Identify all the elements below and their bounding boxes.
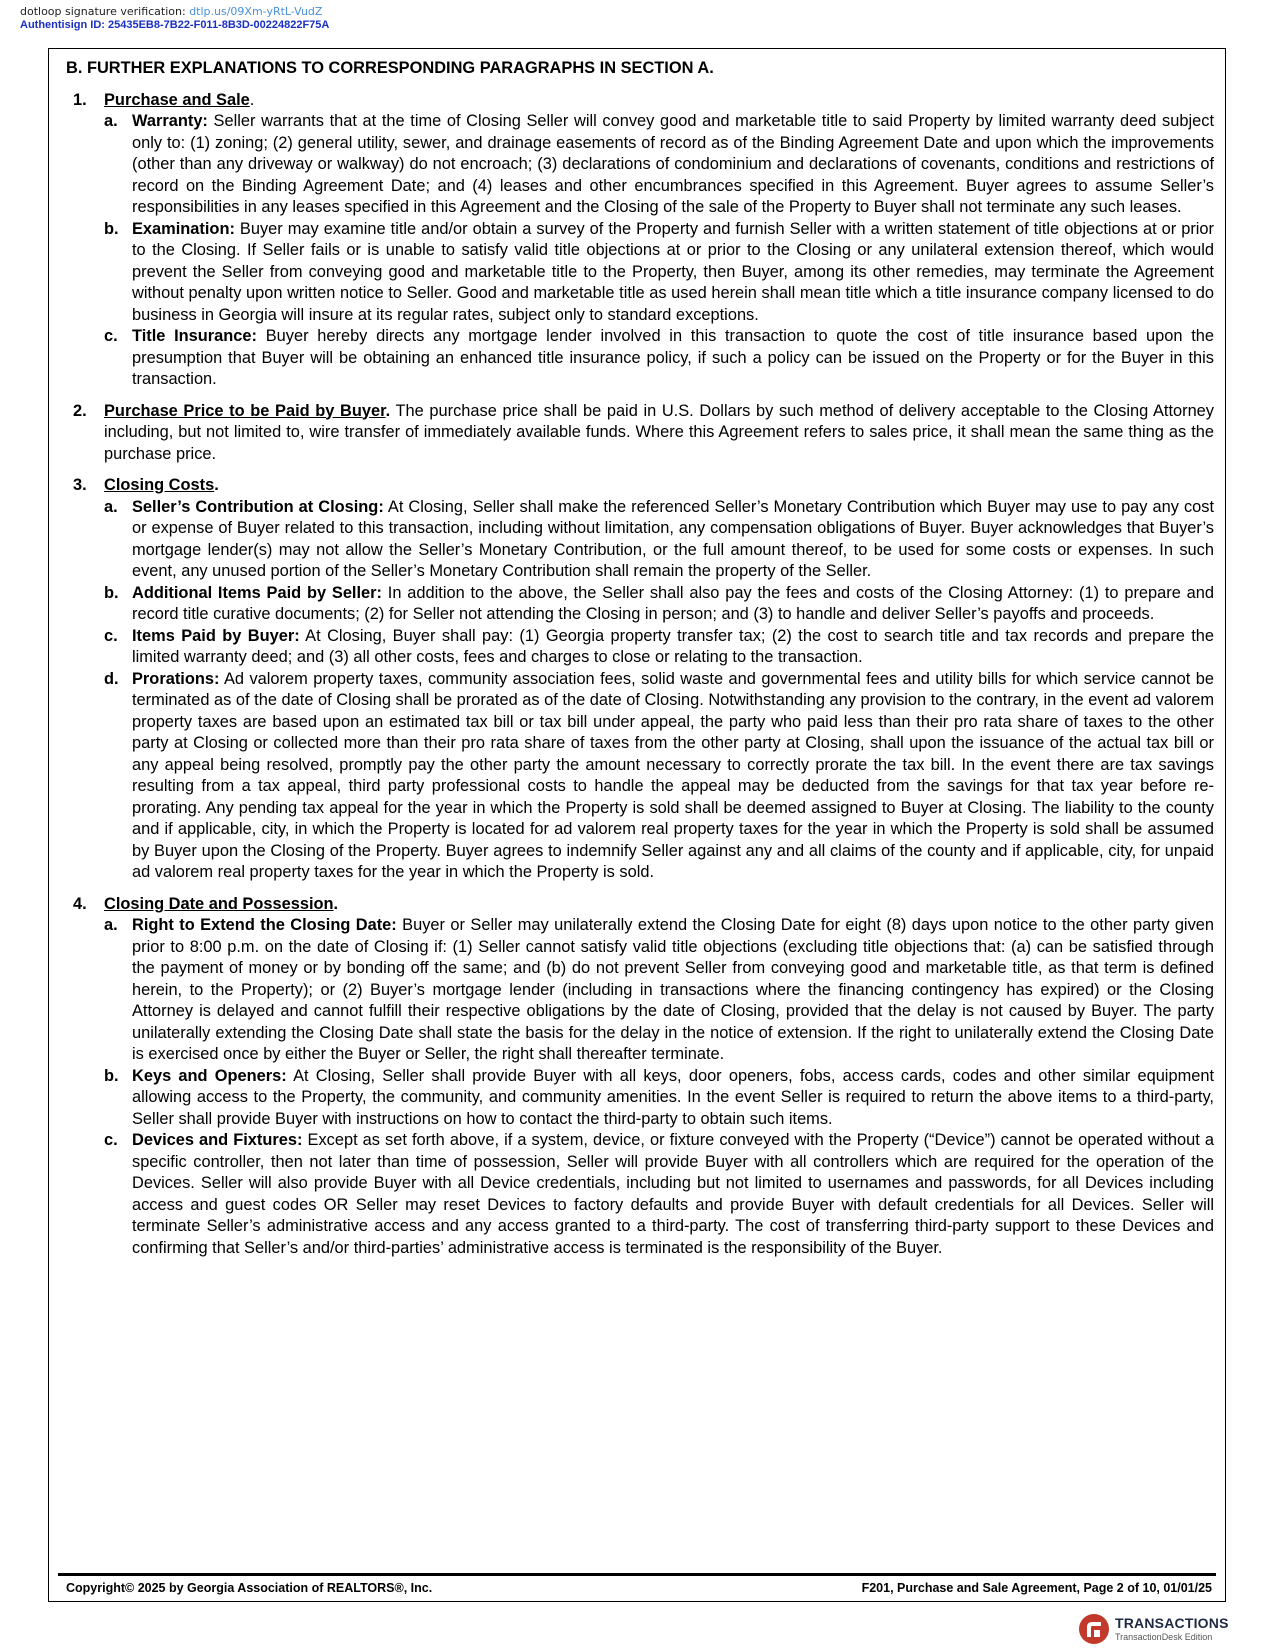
- subparagraph-text: At Closing, Buyer shall pay: (1) Georgia property transfer tax; (2) the cost to search title and tax records and prepare the limited warranty deed; and (3) all other costs, fees and charges to close or relating to the transaction.: [132, 626, 1214, 666]
- subparagraph-text: Except as set forth above, if a system, device, or fixture conveyed with the Property (“Device”) cannot be operated without a specific controller, then not later than time of possession, Seller will provide Buyer with all controllers which are required for the operation of the Devices. Seller will also provide Buyer with all Device credentials, including but not limited to usernames and passwords, for all Devices including access and guest codes OR Seller may reset Devices to factory defaults and provide Buyer with default credentials for all Devices. Seller will terminate Seller’s administrative access and any access granted to a third-party. The cost of transferring third-party support to these Devices and confirming that Seller’s and/or third-parties’ administrative access is terminated is the responsibility of the Buyer.: [132, 1131, 1215, 1257]
- subparagraph-title: Warranty:: [132, 112, 208, 130]
- subparagraph-title: Devices and Fixtures:: [132, 1131, 303, 1149]
- verification-line: [20, 6, 322, 18]
- subparagraph-3d: [104, 669, 1214, 884]
- subparagraph-text: At Closing, Seller shall make the referenced Seller’s Monetary Contribution which Buyer may use to pay any cost or expense of Buyer related to this transaction, including without limitation, any compensation obligations of Buyer. Buyer acknowledges that Buyer’s mortgage lender(s) may not allow the Seller’s Monetary Contribution, or the full amount thereof, to be used for some costs or expenses. In such event, any unused portion of the Seller’s Monetary Contribution shall remain the property of the Seller.: [132, 497, 1214, 580]
- document-body: [66, 58, 1214, 1259]
- subparagraph-title: Keys and Openers:: [132, 1066, 287, 1085]
- paragraph-title: Closing Costs: [104, 476, 215, 494]
- paragraph-3: [66, 475, 1214, 884]
- subparagraph-4b: [104, 1066, 1214, 1131]
- footer-form-info: F201, Purchase and Sale Agreement, Page 2 of 10, 01/01/25: [861, 1581, 1212, 1595]
- subparagraph-text: At Closing, Seller shall provide Buyer with all keys, door openers, fobs, access cards, codes and other similar equipment allowing access to the Property, the community, and community amenities. In the event Seller is required to return the above items to a third-party, Seller shall provide Buyer with instructions on how to contact the third-party to obtain such items.: [132, 1066, 1215, 1128]
- subparagraph-title: Examination:: [132, 219, 235, 238]
- paragraph-title-suffix: .: [249, 90, 255, 109]
- verification-label: dotloop signature verification:: [20, 5, 186, 18]
- subparagraph-text: Buyer may examine title and/or obtain a survey of the Property and furnish Seller with a written statement of title objections at or prior to the Closing. If Seller fails or is unable to satisfy valid title objections at or prior to the Closing or any unilateral extension thereof, which would prevent the Seller from conveying good and marketable title to the Property, then Buyer, among its other remedies, may terminate the Agreement without penalty upon written notice to Seller. Good and marketable title as used herein shall mean title which a title insurance company licensed to do business in Georgia will insure at its regular rates, subject only to standard exceptions.: [132, 219, 1214, 324]
- subparagraph-3b: [104, 583, 1214, 626]
- subparagraph-1c: [104, 326, 1214, 391]
- subparagraph-4c: [104, 1130, 1214, 1259]
- subparagraph-letter: c.: [104, 626, 118, 645]
- subparagraph-title: Additional Items Paid by Seller:: [132, 583, 382, 602]
- subparagraph-letter: c.: [104, 1131, 118, 1149]
- paragraph-number: 4.: [73, 894, 87, 913]
- subparagraph-text: Buyer or Seller may unilaterally extend the Closing Date for eight (8) days upon notice to the other party given prior to 8:00 p.m. on the date of Closing if: (1) Seller cannot satisfy valid title objections (excluding title objections that: (a) can be satisfied through the payment of money or by bonding off the same; and (b) do not prevent Seller from conveying good and marketable title, as that term is defined herein, to the Property); or (2) Buyer’s mortgage lender (including in transactions where the financing contingency has expired) or the Closing Attorney is delayed and cannot fulfill their respective obligations by the date of Closing, provided that the delay is not caused by Buyer. The party unilaterally extending the Closing Date shall state the basis for the delay in the notice of extension. If the right to unilaterally extend the Closing Date is exercised once by either the Buyer or Seller, the right shall thereafter terminate.: [132, 916, 1214, 1063]
- subparagraph-letter: a.: [104, 112, 118, 130]
- subparagraph-text: Buyer hereby directs any mortgage lender involved in this transaction to quote the cost of title insurance based upon the presumption that Buyer will be obtaining an enhanced title insurance policy, if such a policy can be issued on the Property or for the Buyer in this transaction.: [132, 327, 1215, 388]
- subparagraph-1b: [104, 219, 1214, 327]
- subparagraph-letter: b.: [104, 583, 119, 602]
- paragraph-title-suffix: .: [385, 401, 391, 420]
- footer-copyright: Copyright© 2025 by Georgia Association of REALTORS®, Inc.: [66, 1581, 433, 1595]
- authentisign-id: Authentisign ID: 25435EB8-7B22-F011-8B3D-00224822F75A: [20, 19, 330, 31]
- verification-link[interactable]: dtlp.us/09Xm-yRtL-VudZ: [189, 5, 323, 18]
- section-heading: B. FURTHER EXPLANATIONS TO CORRESPONDING PARAGRAPHS IN SECTION A.: [66, 59, 714, 77]
- paragraph-title: Closing Date and Possession: [104, 894, 334, 913]
- subparagraph-title: Prorations:: [132, 669, 220, 688]
- subparagraph-title: Right to Extend the Closing Date:: [132, 916, 397, 934]
- footer-divider: [58, 1573, 1216, 1576]
- paragraph-title-suffix: .: [333, 894, 339, 913]
- paragraph-1: [66, 90, 1214, 391]
- subparagraph-letter: d.: [104, 669, 119, 688]
- subparagraph-4a: [104, 915, 1214, 1066]
- subparagraph-text: In addition to the above, the Seller shall also pay the fees and costs of the Closing Attorney: (1) to prepare and record title curative documents; (2) for Seller not attending the Closing in person; and (3) to handle and deliver Seller’s payoffs and proceeds.: [132, 583, 1214, 623]
- paragraph-number: 3.: [73, 476, 87, 494]
- subparagraph-letter: a.: [104, 916, 118, 934]
- paragraph-4: [66, 894, 1214, 1260]
- subparagraph-letter: c.: [104, 327, 118, 345]
- paragraph-number: 1.: [73, 90, 87, 109]
- paragraph-number: 2.: [73, 401, 87, 420]
- subparagraph-text: Ad valorem property taxes, community association fees, solid waste and governmental fees and utility bills for which service cannot be terminated as of the date of Closing shall be prorated as of the date of Closing. Notwithstanding any provision to the contrary, in the event ad valorem property taxes are based upon an estimated tax bill or tax bill under appeal, the party who paid less than their pro rata share of taxes to the other party at Closing or collected more than their pro rata share of taxes from the other party at Closing, shall upon the issuance of the actual tax bill or any appeal being resolved, promptly pay the other party the amount necessary to correctly prorate the tax bill. In the event there are tax savings resulting from a tax appeal, third party professional costs to handle the appeal may be deducted from the savings for that tax year before re-prorating. Any pending tax appeal for the year in which the Property is sold shall be deemed assigned to Buyer at Closing. The liability to the county and if applicable, city, in which the Property is located for ad valorem real property taxes for the year in which the Property is sold shall be assumed by Buyer upon the Closing of the Property. Buyer agrees to indemnify Seller against any and all claims of the county and if applicable, city, for unpaid ad valorem real property taxes for the year in which the Property is sold.: [132, 669, 1214, 881]
- subparagraph-letter: a.: [104, 497, 118, 516]
- paragraph-2: [66, 401, 1214, 466]
- subparagraph-title: Seller’s Contribution at Closing:: [132, 497, 384, 516]
- subparagraph-3a: [104, 497, 1214, 583]
- transactions-brand: [1078, 1613, 1228, 1645]
- transactions-logo-icon: [1078, 1613, 1110, 1645]
- subparagraph-title: Items Paid by Buyer:: [132, 626, 300, 645]
- paragraph-text: The purchase price shall be paid in U.S. Dollars by such method of delivery acceptable to the Closing Attorney including, but not limited to, wire transfer of immediately available funds. Where this Agreement refers to sales price, it shall mean the same thing as the purchase price.: [104, 401, 1214, 463]
- brand-name: TRANSACTIONS: [1115, 1615, 1229, 1631]
- subparagraph-text: Seller warrants that at the time of Closing Seller will convey good and marketable title to said Property by limited warranty deed subject only to: (1) zoning; (2) general utility, sewer, and drainage easements of record as of the Binding Agreement Date and upon which the improvements (other than any driveway or walkway) do not encroach; (3) declarations of condominium and declarations of covenants, conditions and restrictions of record on the Binding Agreement Date; and (4) leases and other encumbrances specified in this Agreement. Buyer agrees to assume Seller’s responsibilities in any leases specified in this Agreement and the Closing of the sale of the Property to Buyer shall not terminate any such leases.: [132, 112, 1214, 216]
- subparagraph-title: Title Insurance:: [132, 327, 258, 345]
- paragraph-title: Purchase and Sale: [104, 90, 250, 109]
- brand-subtitle: TransactionDesk Edition: [1115, 1632, 1213, 1642]
- paragraph-title-suffix: .: [214, 476, 219, 494]
- subparagraph-letter: b.: [104, 1066, 119, 1085]
- subparagraph-letter: b.: [104, 219, 119, 238]
- subparagraph-3c: [104, 626, 1214, 669]
- paragraph-title: Purchase Price to be Paid by Buyer: [104, 401, 386, 420]
- subparagraph-1a: [104, 111, 1214, 219]
